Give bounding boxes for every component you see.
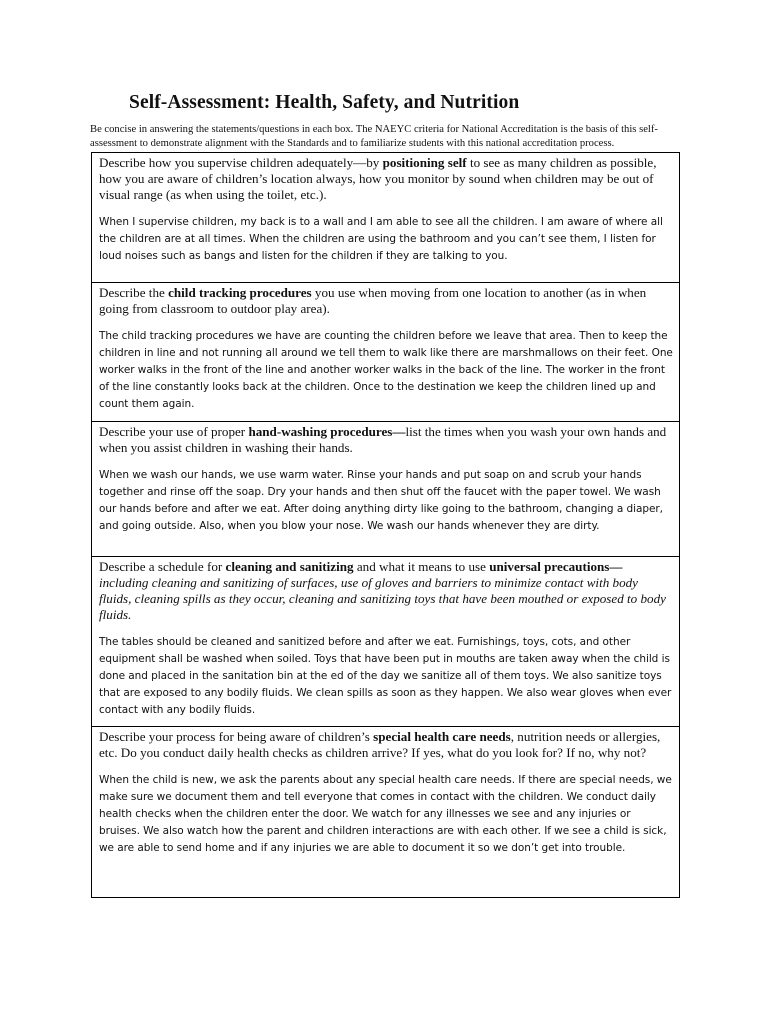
- assessment-cell-child-tracking: [92, 283, 679, 422]
- question-text: Describe your process for being aware of children’s special health care needs, nutrition needs or allergies, etc. Do you conduct daily health checks as children arrive? If yes, what do you look for? If no, why not?: [99, 729, 661, 760]
- question-keyword: cleaning and sanitizing: [225, 559, 354, 574]
- answer-text: The child tracking procedures we have are counting the children before we leave that area. Then to keep the children in line and not running all around we tell them to walk like there are marshmallows on their feet. One worker walks in the front of the line and another worker walks in the back of the line. The worker in the front of the line constantly looks back at the children. Once to the destination we keep the children lined up and count them again.: [99, 330, 673, 410]
- assessment-cell-hand-washing: [92, 422, 679, 557]
- answer-text: The tables should be cleaned and sanitized before and after we eat. Furnishings, toys, cots, and other equipment shall be washed when soiled. Toys that have been put in mouths are taken away when the child is done and placed in the sanitation bin at the ed of the day we sanitize all of them toys. We also sanitize toys that are exposed to any bodily fluids. We clean spills as soon as they happen. We also wear gloves when ever contact with any bodily fluids.: [99, 636, 672, 716]
- question-keyword: child tracking procedures: [168, 285, 312, 300]
- instructions-text: Be concise in answering the statements/questions in each box. The NAEYC criteria for National Accreditation is the basis of this self-assessment to demonstrate alignment with the Standards and to familiarize students with this national accreditation process.: [90, 124, 658, 149]
- question-keyword: universal precautions—: [489, 559, 623, 574]
- question-text: Describe your use of proper hand-washing procedures—list the times when you wash your own hands and when you assist children in washing their hands.: [99, 424, 667, 455]
- question-keyword: positioning self: [382, 155, 467, 170]
- question-detail: including cleaning and sanitizing of surfaces, use of gloves and barriers to minimize contact with body fluids, cleaning spills as they occur, cleaning and sanitizing toys that have been mouthed or exposed to body fluids.: [99, 575, 666, 622]
- answer-text: When we wash our hands, we use warm water. Rinse your hands and put soap on and scrub your hands together and rinse off the soap. Dry your hands and then shut off the faucet with the paper towel. We wash our hands before and after we eat. After doing anything dirty like going to the bathroom, changing a diaper, and going outside. Also, when you blow your nose. We wash our hands whenever they are dirty.: [99, 469, 663, 532]
- assessment-cell-supervision: [92, 153, 679, 283]
- answer-text: When the child is new, we ask the parents about any special health care needs. If there are special needs, we make sure we document them and tell everyone that comes in contact with the children. We conduct daily health checks when the children enter the door. We watch for any illnesses we see and any injuries or bruises. We also watch how the parent and children interactions are with each other. If we see a child is sick, we are able to send home and if any injuries we are able to document it so we don’t get into trouble.: [99, 774, 672, 854]
- question-text: Describe a schedule for cleaning and sanitizing and what it means to use universal precautions— including cleaning and sanitizing of surfaces, use of gloves and barriers to minimize contact with body fluids, cleaning spills as they occur, cleaning and sanitizing toys that have been mouthed or exposed to body fluids.: [99, 559, 666, 622]
- assessment-table: [91, 152, 680, 898]
- assessment-cell-cleaning-sanitizing: [92, 557, 679, 727]
- question-text: Describe the child tracking procedures you use when moving from one location to another (as in when going from classroom to outdoor play area).: [99, 285, 647, 316]
- question-keyword: special health care needs: [373, 729, 511, 744]
- question-keyword: hand-washing procedures—: [248, 424, 406, 439]
- page-title: Self-Assessment: Health, Safety, and Nutrition: [129, 92, 520, 113]
- assessment-cell-special-needs: [92, 727, 679, 897]
- question-text: Describe how you supervise children adequately—by positioning self to see as many children as possible, how you are aware of children’s location always, how you monitor by sound when children may be out of visual range (as when using the toilet, etc.).: [99, 155, 657, 202]
- answer-text: When I supervise children, my back is to a wall and I am able to see all the children. I am aware of where all the children are at all times. When the children are using the bathroom and you can’t see them, I listen for loud noises such as bangs and listen for the children if they are talking to you.: [99, 216, 663, 262]
